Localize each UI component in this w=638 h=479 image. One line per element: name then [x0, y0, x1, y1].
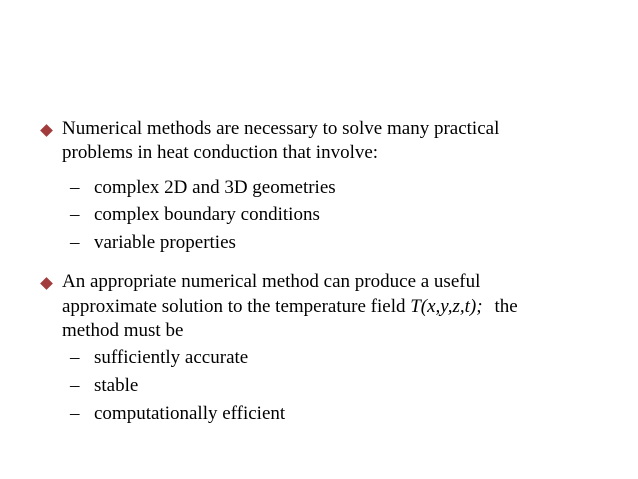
sub-item-text: stable	[94, 375, 139, 396]
diamond-bullet-icon	[40, 277, 53, 290]
dash-marker: –	[70, 375, 80, 396]
dash-marker: –	[70, 232, 80, 253]
bullet-2-line-2-end: the	[494, 296, 518, 317]
bullet-2-line-2-text: approximate solution to the temperature field	[62, 296, 411, 317]
sub-item-text: computationally efficient	[94, 403, 286, 424]
sub-item-text: variable properties	[94, 232, 236, 253]
bullet-2-line-1: An appropriate numerical method can produce a useful	[62, 271, 481, 292]
bullet-2-line-2	[62, 295, 518, 319]
diamond-bullet-icon	[40, 124, 53, 137]
sub-item	[70, 402, 285, 426]
dash-marker: –	[70, 177, 80, 198]
sub-item	[70, 176, 336, 200]
sub-item-text: complex 2D and 3D geometries	[94, 177, 336, 198]
bullet-1-line-2: problems in heat conduction that involve:	[62, 142, 379, 163]
sub-item	[70, 203, 320, 227]
sub-item-text: complex boundary conditions	[94, 204, 320, 225]
sub-item-text: sufficiently accurate	[94, 347, 249, 368]
sub-item	[70, 346, 248, 370]
dash-marker: –	[70, 403, 80, 424]
dash-marker: –	[70, 347, 80, 368]
dash-marker: –	[70, 204, 80, 225]
bullet-2-line-3: method must be	[62, 320, 184, 341]
sub-item	[70, 374, 138, 398]
temperature-field-symbol: T(x,y,z,t);	[410, 296, 483, 317]
bullet-1-line-1: Numerical methods are necessary to solve many practical	[62, 118, 500, 139]
sub-item	[70, 231, 236, 255]
